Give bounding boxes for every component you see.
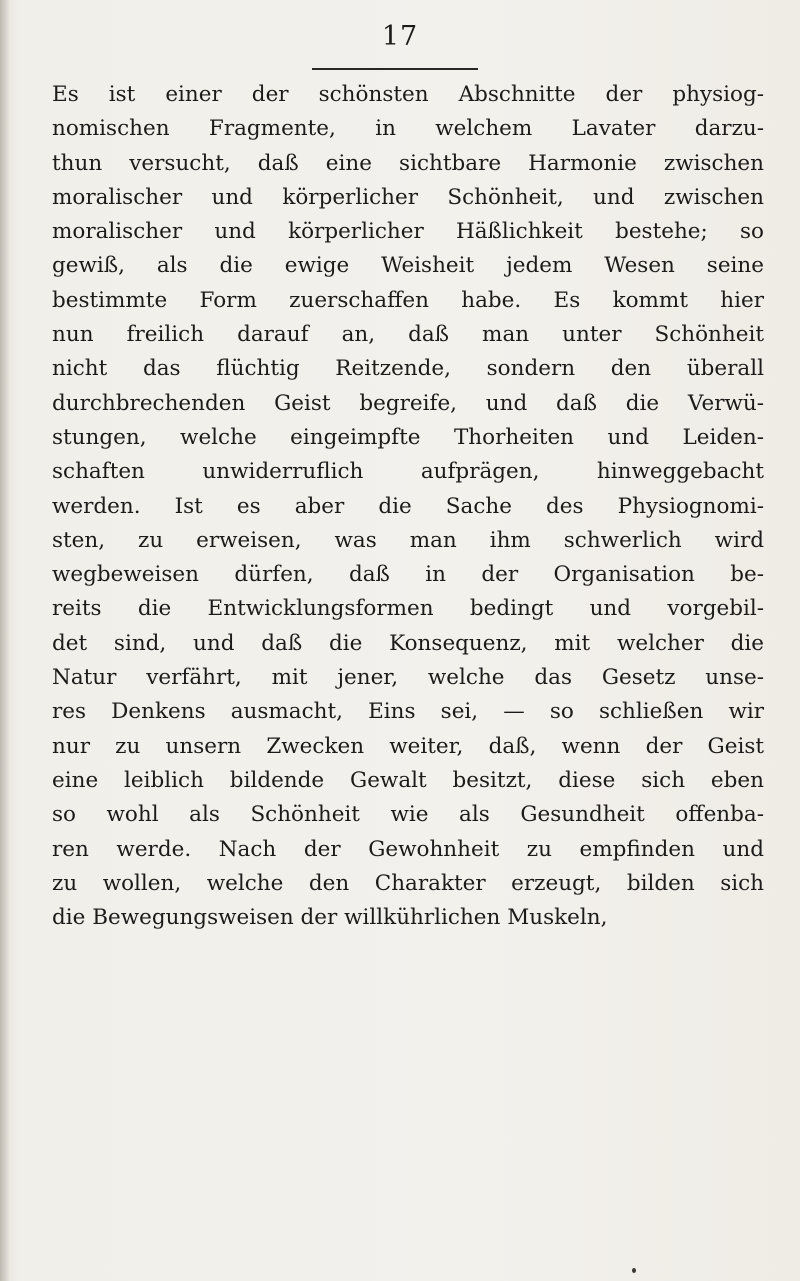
- text-line: stungen, welche eingeimpfte Thorheiten und Leiden-: [52, 424, 764, 450]
- text-line: eine leiblich bildende Gewalt besitzt, diese sich eben: [52, 767, 764, 793]
- ink-speck: [632, 1268, 636, 1273]
- text-line: ren werde. Nach der Gewohnheit zu empfinden und: [52, 836, 764, 862]
- text-line: res Denkens ausmacht, Eins sei, — so schließen wir: [52, 699, 764, 725]
- page-number-rule: [312, 68, 478, 70]
- text-line: nomischen Fragmente, in welchem Lavater darzu-: [52, 116, 764, 142]
- text-line: werden. Ist es aber die Sache des Physiognomi-: [52, 493, 764, 519]
- text-line: so wohl als Schönheit wie als Gesundheit offenba-: [52, 802, 764, 828]
- text-line: sten, zu erweisen, was man ihm schwerlich wird: [52, 527, 764, 553]
- text-line: moralischer und körperlicher Häßlichkeit bestehe; so: [52, 219, 764, 245]
- page-number: 17: [381, 21, 419, 52]
- body-text: [52, 78, 764, 935]
- text-line: nur zu unsern Zwecken weiter, daß, wenn der Geist: [52, 733, 764, 759]
- text-line: det sind, und daß die Konsequenz, mit welcher die: [52, 630, 764, 656]
- text-line: nun freilich darauf an, daß man unter Schönheit: [52, 322, 764, 348]
- text-line: thun versucht, daß eine sichtbare Harmonie zwischen: [52, 150, 764, 176]
- text-line: bestimmte Form zuerschaffen habe. Es kommt hier: [52, 287, 764, 313]
- text-line: nicht das flüchtig Reitzende, sondern den überall: [52, 356, 764, 382]
- text-line: durchbrechenden Geist begreife, und daß die Verwü-: [52, 390, 764, 416]
- text-line: Es ist einer der schönsten Abschnitte der physiog-: [52, 82, 764, 107]
- binding-shadow: [0, 0, 10, 1281]
- text-line: die Bewegungsweisen der willkührlichen Muskeln,: [52, 905, 608, 931]
- text-line: moralischer und körperlicher Schönheit, und zwischen: [52, 184, 764, 210]
- text-line: zu wollen, welche den Charakter erzeugt, bilden sich: [52, 870, 764, 896]
- text-line: gewiß, als die ewige Weisheit jedem Wesen seine: [52, 253, 764, 279]
- text-line: schaften unwiderruflich aufprägen, hinweggebacht: [52, 459, 764, 485]
- text-line: wegbeweisen dürfen, daß in der Organisation be-: [52, 562, 764, 588]
- text-line: reits die Entwicklungsformen bedingt und vorgebil-: [52, 596, 764, 622]
- text-line: Natur verfährt, mit jener, welche das Gesetz unse-: [52, 665, 764, 691]
